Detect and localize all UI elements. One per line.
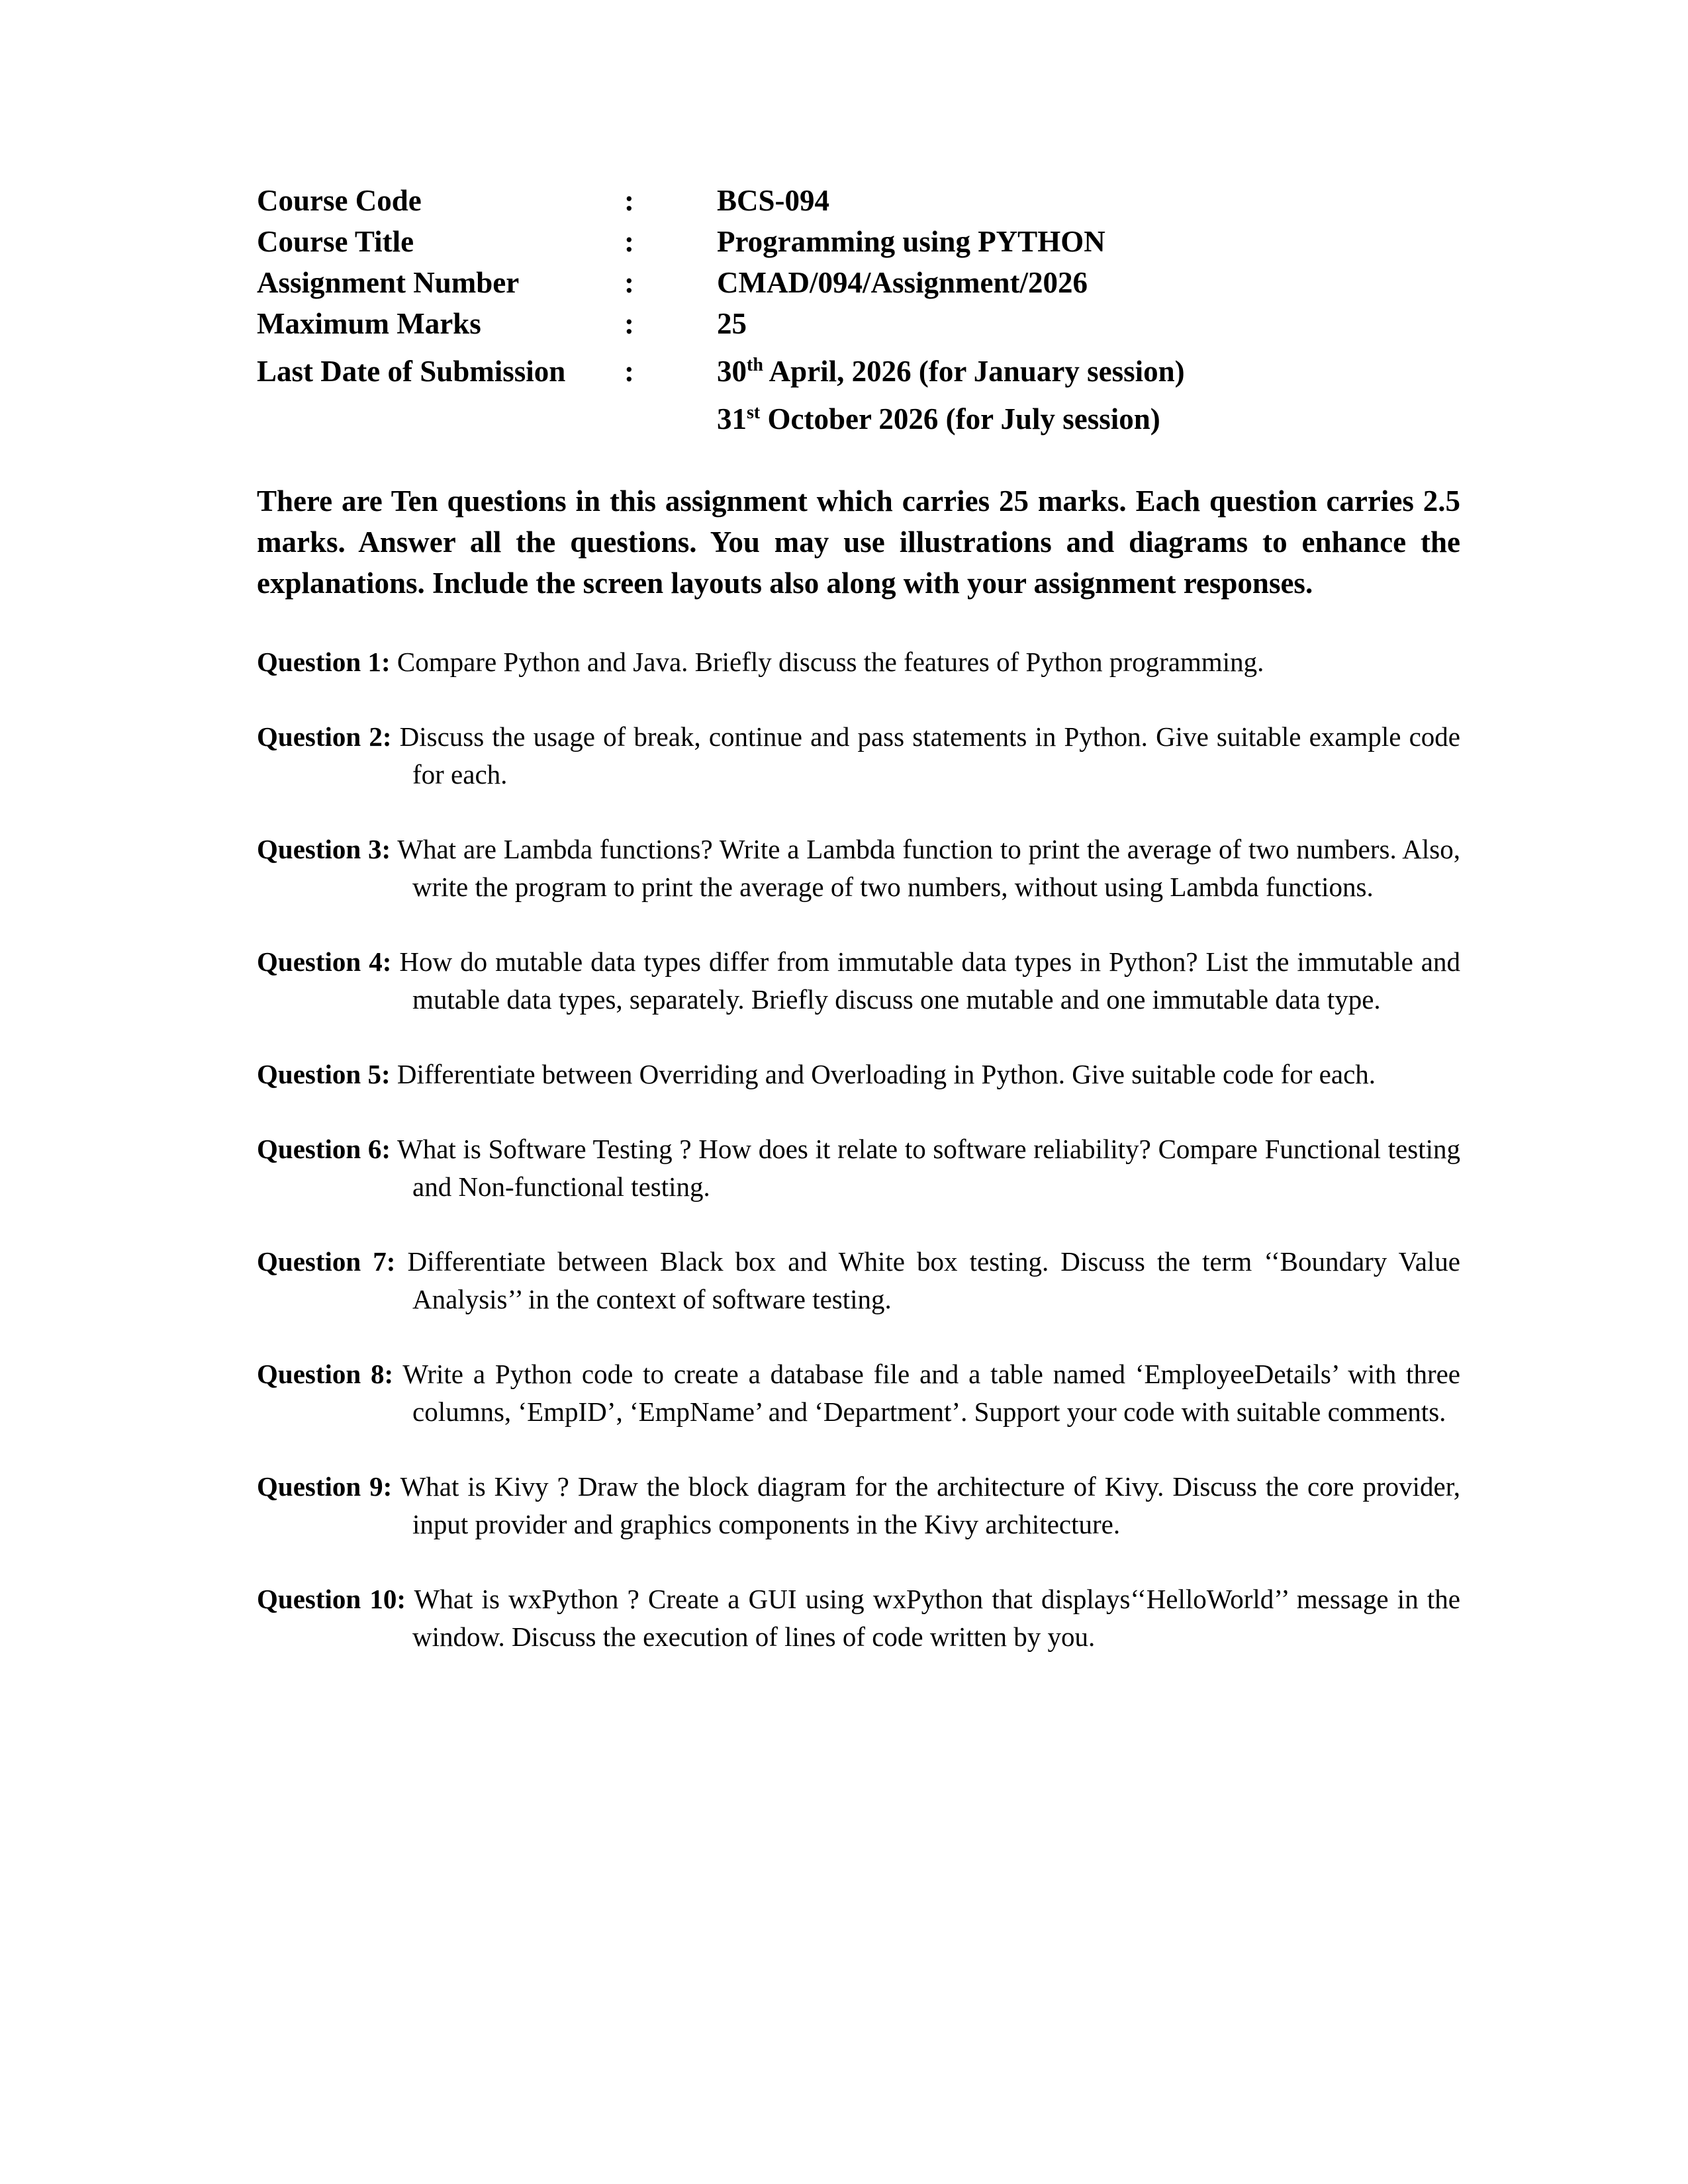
question-item: [257, 1243, 1460, 1318]
separator-colon: :: [624, 225, 634, 258]
question-label: Question 5:: [257, 1059, 391, 1089]
separator-colon: :: [624, 355, 634, 388]
question-item: [257, 1468, 1460, 1543]
assignment-instructions: There are Ten questions in this assignment which carries 25 marks. Each question carries 2.5 marks. Answer all the questions. You may use illustrations and diagrams to enhance the explanations. Include the screen layouts also along with your assignment responses.: [257, 484, 1460, 600]
course-code-row: [257, 180, 1515, 221]
question-item: [257, 1355, 1460, 1431]
july-day: 31: [717, 402, 747, 435]
separator-colon: :: [624, 266, 634, 299]
last-date-label: Last Date of Submission: [257, 355, 566, 388]
question-label: Question 10:: [257, 1584, 406, 1614]
question-text: What are Lambda functions? Write a Lambda function to print the average of two numbers. Also, write the program to print the average of two numbers, without using Lambda functions.: [391, 834, 1460, 902]
question-item: [257, 643, 1460, 681]
assignment-number-label: Assignment Number: [257, 266, 520, 299]
january-session-date: [717, 351, 1515, 392]
question-text: What is Kivy ? Draw the block diagram for the architecture of Kivy. Discuss the core provider, input provider and graphics components in the Kivy architecture.: [392, 1471, 1460, 1539]
assignment-number-row: [257, 262, 1515, 303]
july-date-row: [257, 398, 1515, 446]
question-label: Question 2:: [257, 721, 392, 752]
question-item: [257, 943, 1460, 1019]
course-code-label: Course Code: [257, 184, 422, 217]
july-day-suffix: st: [747, 402, 761, 423]
question-label: Question 4:: [257, 946, 392, 977]
january-day: 30: [717, 355, 747, 388]
question-label: Question 1:: [257, 647, 391, 677]
question-list: [257, 643, 1460, 1693]
maximum-marks-label: Maximum Marks: [257, 307, 481, 340]
question-text: Differentiate between Black box and White box testing. Discuss the term ‘‘Boundary Value Analysis’’ in the context of software testing.: [395, 1246, 1460, 1314]
course-title-row: [257, 221, 1515, 262]
separator-colon: :: [624, 307, 634, 340]
question-text: How do mutable data types differ from immutable data types in Python? List the immutable and mutable data types, separately. Briefly discuss one mutable and one immutable data type.: [391, 946, 1460, 1015]
july-session-date: [717, 398, 1515, 439]
separator-colon: :: [624, 184, 634, 217]
maximum-marks-row: [257, 303, 1515, 351]
course-title-label: Course Title: [257, 225, 414, 258]
january-day-suffix: th: [747, 355, 763, 375]
question-text: Compare Python and Java. Briefly discuss the features of Python programming.: [390, 647, 1264, 677]
question-item: [257, 1580, 1460, 1656]
question-label: Question 9:: [257, 1471, 393, 1502]
question-item: [257, 1056, 1460, 1093]
assignment-number-value: CMAD/094/Assignment/2026: [717, 266, 1088, 299]
july-date-text: October 2026 (for July session): [760, 402, 1160, 435]
question-label: Question 6:: [257, 1134, 391, 1164]
question-text: What is wxPython ? Create a GUI using wxPython that displays‘‘HelloWorld’’ message in the window. Discuss the execution of lines of code written by you.: [406, 1584, 1460, 1652]
question-text: Discuss the usage of break, continue and pass statements in Python. Give suitable example code for each.: [391, 721, 1460, 790]
question-label: Question 7:: [257, 1246, 396, 1277]
question-label: Question 8:: [257, 1359, 394, 1389]
question-item: [257, 1130, 1460, 1206]
course-meta-table: [257, 180, 1515, 446]
january-date-text: April, 2026 (for January session): [763, 355, 1185, 388]
question-item: [257, 718, 1460, 794]
question-label: Question 3:: [257, 834, 391, 864]
last-date-row: [257, 351, 1515, 398]
question-text: Write a Python code to create a database file and a table named ‘EmployeeDetails’ with three columns, ‘EmpID’, ‘EmpName’ and ‘Department’. Support your code with suitable comments.: [393, 1359, 1460, 1427]
course-code-value: BCS-094: [717, 184, 830, 217]
question-text: What is Software Testing ? How does it relate to software reliability? Compare Functional testing and Non-functional testing.: [391, 1134, 1460, 1202]
course-title-value: Programming using PYTHON: [717, 225, 1105, 258]
question-text: Differentiate between Overriding and Overloading in Python. Give suitable code for each.: [390, 1059, 1376, 1089]
question-item: [257, 831, 1460, 906]
maximum-marks-value: 25: [717, 307, 747, 340]
